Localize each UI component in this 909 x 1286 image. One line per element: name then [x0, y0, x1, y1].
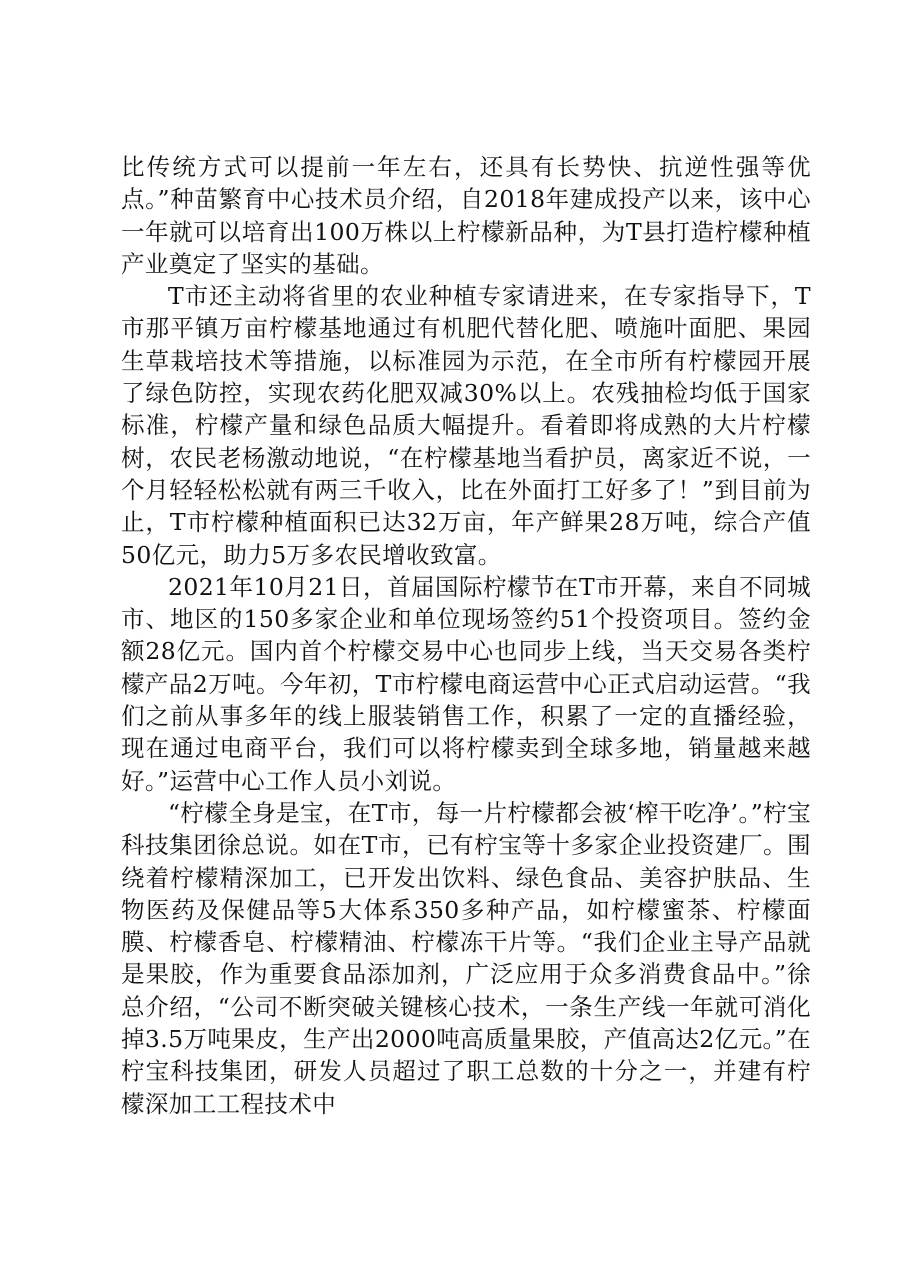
paragraph-1: 比传统方式可以提前一年左右，还具有长势快、抗逆性强等优点。”种苗繁育中心技术员介绍，自2018年建成投产以来，该中心一年就可以培育出100万株以上柠檬新品种，为T县打造柠檬种植产业奠定了坚实的基础。 — [121, 153, 811, 278]
paragraph-2: T市还主动将省里的农业种植专家请进来，在专家指导下，T市那平镇万亩柠檬基地通过有机肥代替化肥、喷施叶面肥、果园生草栽培技术等措施，以标准园为示范，在全市所有柠檬园开展了绿色防控，实现农药化肥双减30%以上。农残抽检均低于国家标准，柠檬产量和绿色品质大幅提升。看着即将成熟的大片柠檬树，农民老杨激动地说，“在柠檬基地当看护员，离家近不说，一个月轻轻松松就有两三千收入，比在外面打工好多了！”到目前为止，T市柠檬种植面积已达32万亩，年产鲜果28万吨，综合产值50亿元，助力5万多农民增收致富。 — [121, 282, 811, 569]
paragraph-3: 2021年10月21日，首届国际柠檬节在T市开幕，来自不同城市、地区的150多家企业和单位现场签约51个投资项目。签约金额28亿元。国内首个柠檬交易中心也同步上线，当天交易各类柠檬产品2万吨。今年初，T市柠檬电商运营中心正式启动运营。“我们之前从事多年的线上服装销售工作，积累了一定的直播经验，现在通过电商平台，我们可以将柠檬卖到全球多地，销量越来越好。”运营中心工作人员小刘说。 — [121, 572, 811, 795]
paragraph-4: “柠檬全身是宝，在T市，每一片柠檬都会被‘榨干吃净’。”柠宝科技集团徐总说。如在T市，已有柠宝等十多家企业投资建厂。围绕着柠檬精深加工，已开发出饮料、绿色食品、美容护肤品、生物医药及保健品等5大体系350多种产品，如柠檬蜜茶、柠檬面膜、柠檬香皂、柠檬精油、柠檬冻干片等。“我们企业主导产品就是果胶，作为重要食品添加剂，广泛应用于众多消费食品中。”徐总介绍，“公司不断突破关键核心技术，一条生产线一年就可消化掉3.5万吨果皮，生产出2000吨高质量果胶，产值高达2亿元。”在柠宝科技集团，研发人员超过了职工总数的十分之一，并建有柠檬深加工工程技术中 — [121, 798, 811, 1118]
document-body — [121, 151, 811, 1120]
